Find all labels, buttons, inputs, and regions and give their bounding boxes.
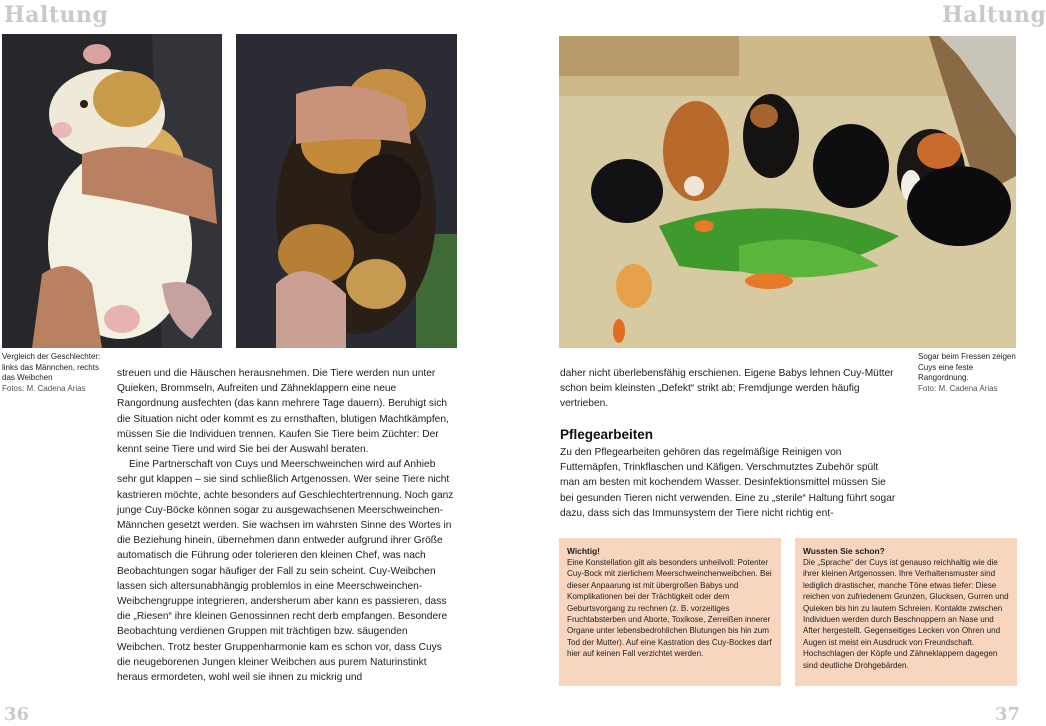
body-paragraph: Eine Partnerschaft von Cuys und Meerschweinchen wird auf Anhieb sehr gut klappen – sie sind schließlich Artgenossen. Wer seine Tiere nicht kastrieren möchte, achte besonders auf Geschlechtertrennung. Noch ganz junge Cuy-Böcke können sogar zu ausgewachsenen Meerschweinchen-Männchen gesetzt werden. Sie wachsen im wahrsten Sinne des Wortes in die Beziehung hinein, übernehmen dann entweder aufgrund ihrer Größe automatisch die Führung oder tolerieren den kleinen Chef, was nach Beobachtungen sogar häufiger der Fall zu sein scheint. Cuy-Weibchen lassen sich altersunabhängig problemlos in eine Meerschweinchen-Weibchengruppe integrieren, andersherum aber kann es passieren, dass die „Riesen“ ihre kleinen Genossinnen recht derb empfangen. Besondere Beobachtung verdienen Gruppen mit trächtigen bzw. säugenden Weibchen. Trotz bester Gruppenharmonie kam es schon vor, dass Cuys die neugeborenen Jungen kleiner Weibchen aus purem Naturinstinkt heraus ermordeten, wohl weil sie ihnen zu mickrig und xyxy=(117,459,454,684)
body-paragraph: streuen und die Häuschen herausnehmen. Die Tiere werden nun unter Quieken, Brommseln, Aufreiten und Zähneklappern eine neue Rangordnung ausfechten (das kann mehrere Tage dauern). Beruhigt sich die Situation nicht oder kommt es zu ernsthaften, blutigen Machtkämpfen, müssen Sie die Individuen trennen. Kaufen Sie Tiere beim Züchter: Der kennt seine Tiere und wird Sie bei der Auswahl beraten. xyxy=(117,368,449,456)
photo-caption-right-text: Sogar beim Fressen zeigen Cuys eine feste Rangordnung. xyxy=(918,352,1016,382)
page-number-left: 36 xyxy=(4,704,30,725)
photo-caption-left-text: Vergleich der Geschlechter: links das Männchen, rechts das Weibchen xyxy=(2,352,101,382)
section-heading: Pflegearbeiten xyxy=(560,427,654,442)
photo-caption-right xyxy=(918,352,1022,394)
warning-box xyxy=(559,538,781,686)
info-box xyxy=(795,538,1017,686)
photo-caption-right-credit: Foto: M. Cadena Arias xyxy=(918,383,998,393)
chapter-title-left: Haltung xyxy=(4,2,109,28)
info-box-title: Wussten Sie schon? xyxy=(803,546,885,556)
warning-box-text: Eine Konstellation gilt als besonders unheilvoll: Potenter Cuy-Bock mit zierlichem Meerschweinchenweibchen. Bei dieser Anpaarung ist mit übergroßen Babys und Komplikationen bei der Trächtigkeit oder dem Geburtsvorgang zu rechnen (z. B. vorzeitiges Fruchtabsterben und Aborte, Toxikose, Zerreißen innerer Organe unter lebensbedrohlichen Blutungen bis hin zum Tod der Mutter). Auf eine Kastration des Cuy-Bockes darf hier auf keinen Fall verzichtet werden. xyxy=(567,558,772,659)
photo-caption-left xyxy=(2,352,108,394)
body-text-right-intro xyxy=(560,366,900,412)
body-paragraph: Zu den Pflegearbeiten gehören das regelmäßige Reinigen von Futternäpfen, Trinkflaschen und Käfigen. Verschmutztes Zubehör spült man am besten mit kochendem Wasser. Desinfektionsmittel müssen Sie bei gesunden Tieren nicht verwenden. Eine zu „sterile“ Haltung führt sogar dazu, dass sich das Immunsystem der Tiere nicht richtig ent- xyxy=(560,447,896,519)
body-paragraph: daher nicht überlebensfähig erschienen. Eigene Babys lehnen Cuy-Mütter schon beim kleinsten „Defekt“ strikt ab; Fremdjunge werden häufig vertrieben. xyxy=(560,368,894,410)
photo-cuys-eating xyxy=(559,36,1016,348)
chapter-title-right: Haltung xyxy=(942,2,1046,28)
photo-male-cuy xyxy=(2,34,222,348)
photo-female-cuy xyxy=(236,34,457,348)
photo-caption-left-credit: Fotos: M. Cadena Arias xyxy=(2,383,86,393)
body-text-left xyxy=(117,366,457,685)
warning-box-title: Wichtig! xyxy=(567,546,600,556)
body-text-right-section xyxy=(560,445,900,521)
info-box-text: Die „Sprache“ der Cuys ist genauso reichhaltig wie die ihrer kleinen Artgenossen. Ihre Verhaltensmuster sind lediglich drastischer, manche Töne etwas tiefer: Diese reichen von zufriedenem Grunzen, Glucksen, Gurren und Quieken bis hin zu lautem Schreien. Kontakte zwischen Individuen werden durch Beschnuppern an Nase und After hergestellt. Gegenseitiges Lecken von Ohren und Augen ist meist ein Ausdruck von Freundschaft. Hochschlagen der Köpfe und Zähneklappern dagegen sind deutliche Drohgebärden. xyxy=(803,558,1009,670)
page-number-right: 37 xyxy=(995,704,1021,725)
